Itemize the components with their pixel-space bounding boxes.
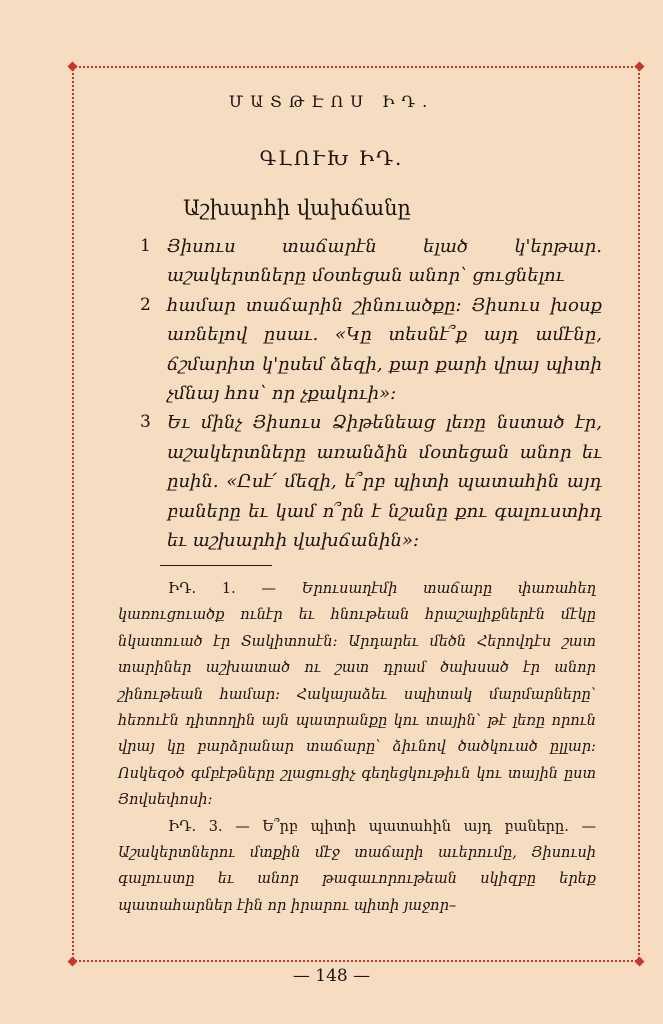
footnote — [118, 576, 596, 814]
verse-text: Եւ մինչ Յիսուս Ձիթենեաց լեռը նստած էր, աշակերտները առանձին մօտեցան անոր եւ ըսին. «Ըսէ՛ մեզի, ե՞րբ պիտի պատահին այդ բաները եւ կամ ո՞րն է նշանը քու գալուստիդ եւ աշխարհի վախճանին»։ — [167, 412, 602, 552]
footnote-divider — [160, 565, 272, 566]
footnotes — [118, 576, 596, 919]
footnote-ref: ԻԴ. 3. — Ե՞րբ պիտի պատահին այդ բաները. — — [168, 818, 596, 835]
verse — [140, 291, 602, 409]
footnote-text: Երուսաղէմի տաճարը փառահեղ կառուցուածք ունէր եւ հնութեան հրաշալիքներէն մէկը նկատուած էր Տակիտոսէն։ Արդարեւ մեծն Հերովդէս շատ տարիներ աշխատած ու շատ դրամ ծախսած էր անոր շինութեան համար։ Հակայաձեւ սպիտակ մարմարները՝ հեռուէն դիտողին այն պատրանքը կու տային՝ թէ լեռը որուն վրայ կը բարձրանար տաճարը՝ ձիւնով ծածկուած ըլլար։ Ոսկեզօծ գմբէթները շլացուցիչ գեղեցկութիւն կու տային ըստ Յովսեփոսի։ — [118, 581, 596, 809]
verse-number: 2 — [140, 294, 151, 315]
footnote-text: Աշակերտներու մտքին մէջ տաճարի աւերումը, Յիսուսի գալուստը եւ անոր թագաւորութեան սկիզբը երեք պատահարներ էին որ իրարու պիտի յաջոր– — [118, 845, 596, 914]
verse — [140, 408, 602, 555]
verse-number: 3 — [140, 412, 151, 433]
verse-block — [140, 232, 602, 555]
section-title: Աշխարհի վախճանը — [183, 196, 411, 220]
verse-text: Յիսուս տաճարէն ելած կ'երթար. աշակերտները մօտեցան անոր՝ ցուցնելու — [167, 236, 602, 287]
chapter-title: ԳԼՈՒԽ ԻԴ. — [259, 146, 404, 170]
running-head: ՄԱՏԹԷՈՍ ԻԴ. — [228, 92, 435, 111]
footnote — [118, 814, 596, 920]
page-number: — 148 — — [292, 966, 371, 986]
footnote-ref: ԻԴ. 1. — — [168, 581, 276, 597]
verse — [140, 232, 602, 291]
verse-text: համար տաճարին շինուածքը։ Յիսուս խօսք առնելով ըսաւ. «Կը տեսնէ՞ք այդ ամէնը, ճշմարիտ կ'ըսեմ ձեզի, քար քարի վրայ պիտի չմնայ հոս՝ որ չքակուի»։ — [167, 294, 602, 405]
verse-number: 1 — [140, 236, 151, 256]
